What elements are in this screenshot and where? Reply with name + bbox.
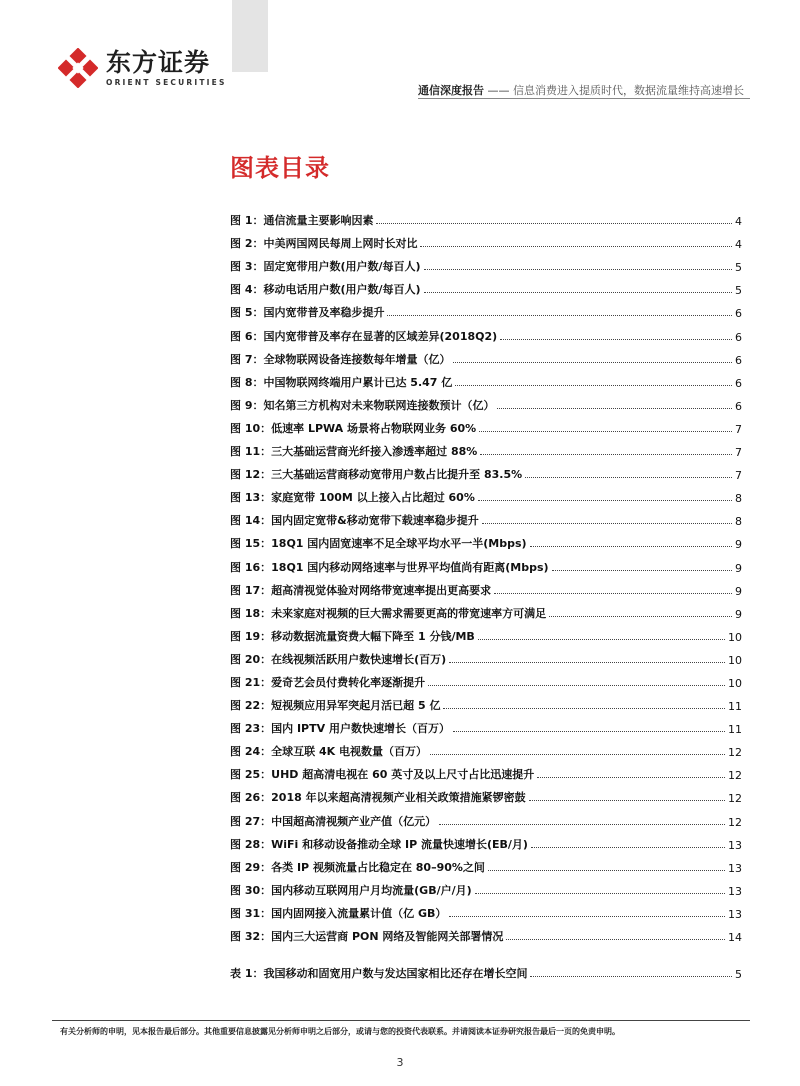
toc-leader-dots	[482, 523, 732, 524]
toc-leader-dots	[478, 500, 732, 501]
toc-entry[interactable]	[230, 251, 742, 274]
toc-leader-dots	[500, 339, 732, 340]
toc-leader-dots	[428, 685, 725, 686]
report-subtitle: 信息消费进入提质时代，数据流量维持高速增长	[513, 84, 744, 97]
toc-leader-dots	[443, 708, 725, 709]
toc-entry[interactable]	[230, 575, 742, 598]
toc-entry-page: 6	[735, 399, 742, 413]
toc-entry-page: 9	[735, 538, 742, 552]
toc-leader-dots	[488, 870, 725, 871]
toc-leader-dots	[494, 593, 732, 594]
toc-entry-label: 图 27：中国超高清视频产业产值（亿元）	[230, 814, 437, 828]
toc-entry-page: 7	[735, 469, 742, 483]
toc-entry-label: 图 11：三大基础运营商光纤接入渗透率超过 88%	[230, 445, 478, 459]
toc-entry[interactable]	[230, 852, 742, 875]
toc-entry[interactable]	[230, 205, 742, 228]
toc-entry-page: 11	[728, 723, 742, 737]
toc-leader-dots	[497, 408, 732, 409]
toc-entry-page: 6	[735, 307, 742, 321]
toc-entry-label: 图 16：18Q1 国内移动网络速率与世界平均值尚有距离(Mbps)	[230, 560, 549, 574]
toc-entry-label: 图 5：国内宽带普及率稳步提升	[230, 306, 385, 320]
toc-entry-label: 图 30：国内移动互联网用户月均流量(GB/户/月)	[230, 883, 472, 897]
toc-entry-label: 图 26：2018 年以来超高清视频产业相关政策措施紧锣密鼓	[230, 791, 526, 805]
toc-entry-page: 12	[728, 792, 742, 806]
toc-leader-dots	[531, 847, 725, 848]
toc-entry-label: 图 9：知名第三方机构对未来物联网连接数预计（亿）	[230, 398, 495, 412]
toc-entry-label: 图 18：未来家庭对视频的巨大需求需要更高的带宽速率方可满足	[230, 606, 547, 620]
toc-entry[interactable]	[230, 690, 742, 713]
toc-entry-page: 14	[728, 931, 742, 944]
toc-entry-label: 表 1：我国移动和固宽用户数与发达国家相比还存在增长空间	[230, 967, 528, 981]
toc-entry-page: 8	[735, 492, 742, 506]
toc-entry[interactable]	[230, 320, 742, 343]
footer-divider	[52, 1020, 750, 1021]
toc-entry-label: 图 14：国内固定宽带&移动宽带下载速率稳步提升	[230, 514, 479, 528]
toc-entry[interactable]	[230, 436, 742, 459]
toc-entry-label: 图 32：国内三大运营商 PON 网络及智能网关部署情况	[230, 930, 504, 943]
toc-entry-page: 6	[735, 376, 742, 390]
toc-entry-label: 图 28：WiFi 和移动设备推动全球 IP 流量快速增长(EB/月)	[230, 837, 528, 851]
toc-entry[interactable]	[230, 805, 742, 828]
toc-entry[interactable]	[230, 667, 742, 690]
logo-chinese-name: 东方证券	[106, 48, 211, 77]
toc-leader-dots	[529, 800, 725, 801]
toc-entry[interactable]	[230, 958, 742, 981]
toc-leader-dots	[424, 269, 732, 270]
report-type: 通信深度报告	[418, 84, 484, 97]
toc-entry[interactable]	[230, 505, 742, 528]
header-separator: ——	[487, 84, 510, 97]
toc-entry[interactable]	[230, 736, 742, 759]
toc-entry[interactable]	[230, 782, 742, 805]
toc-entry-page: 13	[728, 884, 742, 898]
toc-entry-page: 5	[735, 261, 742, 275]
toc-entry[interactable]	[230, 482, 742, 505]
figure-toc	[230, 205, 742, 981]
toc-leader-dots	[455, 385, 732, 386]
toc-entry-page: 6	[735, 353, 742, 367]
toc-entry-page: 10	[728, 676, 742, 690]
table-list	[230, 958, 742, 981]
toc-leader-dots	[420, 246, 732, 247]
toc-entry[interactable]	[230, 528, 742, 551]
toc-entry[interactable]	[230, 274, 742, 297]
logo-english-name: ORIENT SECURITIES	[106, 78, 227, 87]
footer-disclaimer: 有关分析师的申明，见本报告最后部分。其他重要信息披露见分析师申明之后部分，或请与您的投资代表联系。并请阅读本证券研究报告最后一页的免责申明。	[60, 1027, 620, 1036]
toc-entry-label: 图 13：家庭宽带 100M 以上接入占比超过 60%	[230, 491, 475, 505]
toc-entry-label: 图 1：通信流量主要影响因素	[230, 214, 374, 228]
toc-leader-dots	[530, 976, 732, 977]
toc-leader-dots	[479, 431, 732, 432]
toc-entry[interactable]	[230, 228, 742, 251]
toc-entry-label: 图 8：中国物联网终端用户累计已达 5.47 亿	[230, 375, 453, 389]
toc-entry-page: 9	[735, 584, 742, 598]
toc-leader-dots	[453, 731, 725, 732]
toc-leader-dots	[387, 315, 732, 316]
toc-entry-page: 6	[735, 330, 742, 344]
toc-entry[interactable]	[230, 459, 742, 482]
toc-entry[interactable]	[230, 921, 742, 944]
toc-entry-page: 9	[735, 607, 742, 621]
toc-entry-label: 图 2：中美两国网民每周上网时长对比	[230, 237, 418, 251]
toc-entry-label: 图 15：18Q1 国内固宽速率不足全球平均水平一半(Mbps)	[230, 537, 527, 551]
toc-entry-page: 7	[735, 446, 742, 460]
toc-entry-page: 10	[728, 630, 742, 644]
toc-entry[interactable]	[230, 413, 742, 436]
toc-leader-dots	[552, 570, 732, 571]
toc-leader-dots	[475, 893, 725, 894]
toc-leader-dots	[549, 616, 732, 617]
toc-entry[interactable]	[230, 598, 742, 621]
toc-entry[interactable]	[230, 829, 742, 852]
header-divider	[418, 98, 750, 99]
toc-entry[interactable]	[230, 367, 742, 390]
toc-entry-label: 图 7：全球物联网设备连接数每年增量（亿）	[230, 352, 451, 366]
toc-entry[interactable]	[230, 713, 742, 736]
toc-entry[interactable]	[230, 898, 742, 921]
toc-entry-label: 图 19：移动数据流量资费大幅下降至 1 分钱/MB	[230, 629, 475, 643]
report-header	[418, 82, 750, 98]
toc-leader-dots	[537, 777, 725, 778]
toc-leader-dots	[449, 916, 725, 917]
toc-entry-label: 图 23：国内 IPTV 用户数快速增长（百万）	[230, 722, 450, 736]
page-title: 图表目录	[230, 154, 330, 182]
toc-leader-dots	[424, 292, 732, 293]
toc-entry-label: 图 6：国内宽带普及率存在显著的区域差异(2018Q2)	[230, 329, 498, 343]
toc-entry-page: 13	[728, 907, 742, 921]
toc-spacer	[230, 944, 742, 958]
toc-entry-label: 图 20：在线视频活跃用户数快速增长(百万)	[230, 652, 447, 666]
toc-entry-label: 图 25：UHD 超高清电视在 60 英寸及以上尺寸占比迅速提升	[230, 768, 535, 782]
toc-entry[interactable]	[230, 621, 742, 644]
toc-entry-label: 图 17：超高清视觉体验对网络带宽速率提出更高要求	[230, 583, 492, 597]
toc-entry-page: 10	[728, 653, 742, 667]
toc-leader-dots	[525, 477, 732, 478]
toc-leader-dots	[439, 824, 725, 825]
toc-entry[interactable]	[230, 390, 742, 413]
toc-entry-page: 13	[728, 861, 742, 875]
toc-entry[interactable]	[230, 297, 742, 320]
toc-entry-label: 图 29：各类 IP 视频流量占比稳定在 80–90%之间	[230, 860, 485, 874]
toc-entry-label: 图 22：短视频应用异军突起月活已超 5 亿	[230, 699, 441, 713]
toc-entry-page: 12	[728, 815, 742, 829]
toc-entry-page: 9	[735, 561, 742, 575]
toc-entry-label: 图 3：固定宽带用户数(用户数/每百人)	[230, 260, 421, 274]
toc-entry-page: 4	[735, 215, 742, 229]
toc-leader-dots	[430, 754, 725, 755]
toc-leader-dots	[376, 223, 732, 224]
toc-leader-dots	[480, 454, 732, 455]
toc-entry-page: 12	[728, 769, 742, 783]
toc-entry-label: 图 4：移动电话用户数(用户数/每百人)	[230, 283, 421, 297]
toc-entry-label: 图 12：三大基础运营商移动宽带用户数占比提升至 83.5%	[230, 468, 523, 482]
toc-entry-page: 7	[735, 422, 742, 436]
toc-entry-page: 11	[728, 700, 742, 714]
figure-list	[230, 205, 742, 944]
toc-leader-dots	[506, 939, 725, 940]
company-logo	[58, 48, 227, 88]
toc-entry[interactable]	[230, 644, 742, 667]
toc-entry-page: 5	[735, 968, 742, 982]
toc-entry[interactable]	[230, 875, 742, 898]
toc-entry-label: 图 21：爱奇艺会员付费转化率逐渐提升	[230, 675, 426, 689]
toc-entry-label: 图 10：低速率 LPWA 场景将占物联网业务 60%	[230, 421, 477, 435]
toc-entry-page: 4	[735, 238, 742, 252]
toc-leader-dots	[478, 639, 725, 640]
toc-entry-label: 图 24：全球互联 4K 电视数量（百万）	[230, 745, 427, 759]
toc-leader-dots	[449, 662, 725, 663]
toc-entry-page: 5	[735, 284, 742, 298]
header-accent-bar	[232, 0, 268, 72]
toc-leader-dots	[453, 362, 732, 363]
toc-entry[interactable]	[230, 551, 742, 574]
toc-entry-page: 12	[728, 746, 742, 760]
logo-mark-icon	[58, 48, 98, 88]
toc-entry[interactable]	[230, 344, 742, 367]
toc-entry[interactable]	[230, 759, 742, 782]
toc-entry-label: 图 31：国内固网接入流量累计值（亿 GB）	[230, 906, 447, 920]
toc-leader-dots	[530, 546, 732, 547]
page-number: 3	[396, 1056, 404, 1069]
toc-entry-page: 13	[728, 838, 742, 852]
toc-entry-page: 8	[735, 515, 742, 529]
